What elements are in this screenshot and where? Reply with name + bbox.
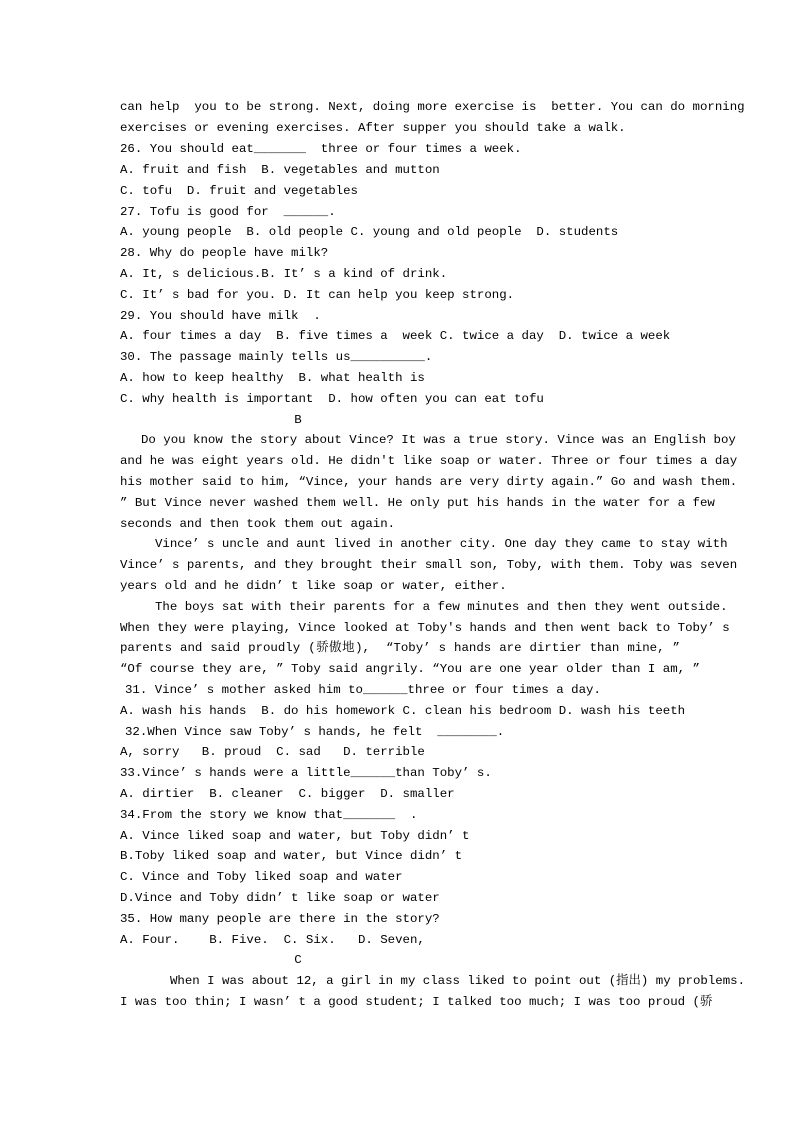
option-line: D.Vince and Toby didn’ t like soap or water (120, 891, 440, 905)
option-line: A. how to keep healthy B. what health is (120, 371, 425, 385)
text-line: exercises or evening exercises. After supper you should take a walk. (120, 121, 626, 135)
option-line: B.Toby liked soap and water, but Vince didn’ t (120, 849, 463, 863)
text-line: and he was eight years old. He didn't like soap or water. Three or four times a day (120, 454, 738, 468)
text-line: When they were playing, Vince looked at Toby's hands and then went back to Toby’ s (120, 621, 730, 635)
text-line: Vince’ s uncle and aunt lived in another city. One day they came to stay with (155, 537, 728, 551)
question-31: 31. Vince’ s mother asked him to______three or four times a day. (125, 683, 601, 697)
text-line: years old and he didn’ t like soap or water, either. (120, 579, 507, 593)
question-27: 27. Tofu is good for ______. (120, 205, 336, 219)
question-26: 26. You should eat_______ three or four times a week. (120, 142, 522, 156)
text-line: When I was about 12, a girl in my class liked to point out (指出) my problems. (170, 974, 746, 988)
option-line: A, sorry B. proud C. sad D. terrible (120, 745, 425, 759)
text-line: parents and said proudly (骄傲地), “Toby’ s hands are dirtier than mine, ” (120, 641, 680, 655)
section-heading-b: B (294, 413, 302, 427)
question-34: 34.From the story we know that_______ . (120, 808, 418, 822)
option-line: A. fruit and fish B. vegetables and mutton (120, 163, 440, 177)
question-35: 35. How many people are there in the story? (120, 912, 440, 926)
option-line: C. tofu D. fruit and vegetables (120, 184, 358, 198)
text-line: ” But Vince never washed them well. He only put his hands in the water for a few (120, 496, 715, 510)
option-line: A. Four. B. Five. C. Six. D. Seven, (120, 933, 425, 947)
text-line: I was too thin; I wasn’ t a good student; I talked too much; I was too proud (骄 (120, 995, 713, 1009)
option-line: C. Vince and Toby liked soap and water (120, 870, 403, 884)
option-line: A. wash his hands B. do his homework C. clean his bedroom D. wash his teeth (120, 704, 686, 718)
text-line: Vince’ s parents, and they brought their small son, Toby, with them. Toby was seven (120, 558, 738, 572)
option-line: A. four times a day B. five times a week C. twice a day D. twice a week (120, 329, 671, 343)
text-line: Do you know the story about Vince? It was a true story. Vince was an English boy (141, 433, 736, 447)
option-line: A. Vince liked soap and water, but Toby didn’ t (120, 829, 470, 843)
option-line: A. young people B. old people C. young and old people D. students (120, 225, 619, 239)
text-line: The boys sat with their parents for a few minutes and then they went outside. (155, 600, 728, 614)
text-line: “Of course they are, ” Toby said angrily. “You are one year older than I am, ” (120, 662, 700, 676)
option-line: C. It’ s bad for you. D. It can help you keep strong. (120, 288, 515, 302)
question-30: 30. The passage mainly tells us__________. (120, 350, 433, 364)
text-line: can help you to be strong. Next, doing more exercise is better. You can do morning (120, 100, 745, 114)
section-heading-c: C (294, 953, 302, 967)
text-line: his mother said to him, “Vince, your hands are very dirty again.” Go and wash them. (120, 475, 738, 489)
option-line: C. why health is important D. how often you can eat tofu (120, 392, 544, 406)
question-32: 32.When Vince saw Toby’ s hands, he felt ________. (125, 725, 505, 739)
text-line: seconds and then took them out again. (120, 517, 396, 531)
question-28: 28. Why do people have milk? (120, 246, 329, 260)
option-line: A. dirtier B. cleaner C. bigger D. smaller (120, 787, 455, 801)
option-line: A. It, s delicious.B. It’ s a kind of drink. (120, 267, 448, 281)
question-33: 33.Vince’ s hands were a little______than Toby’ s. (120, 766, 492, 780)
question-29: 29. You should have milk . (120, 309, 321, 323)
